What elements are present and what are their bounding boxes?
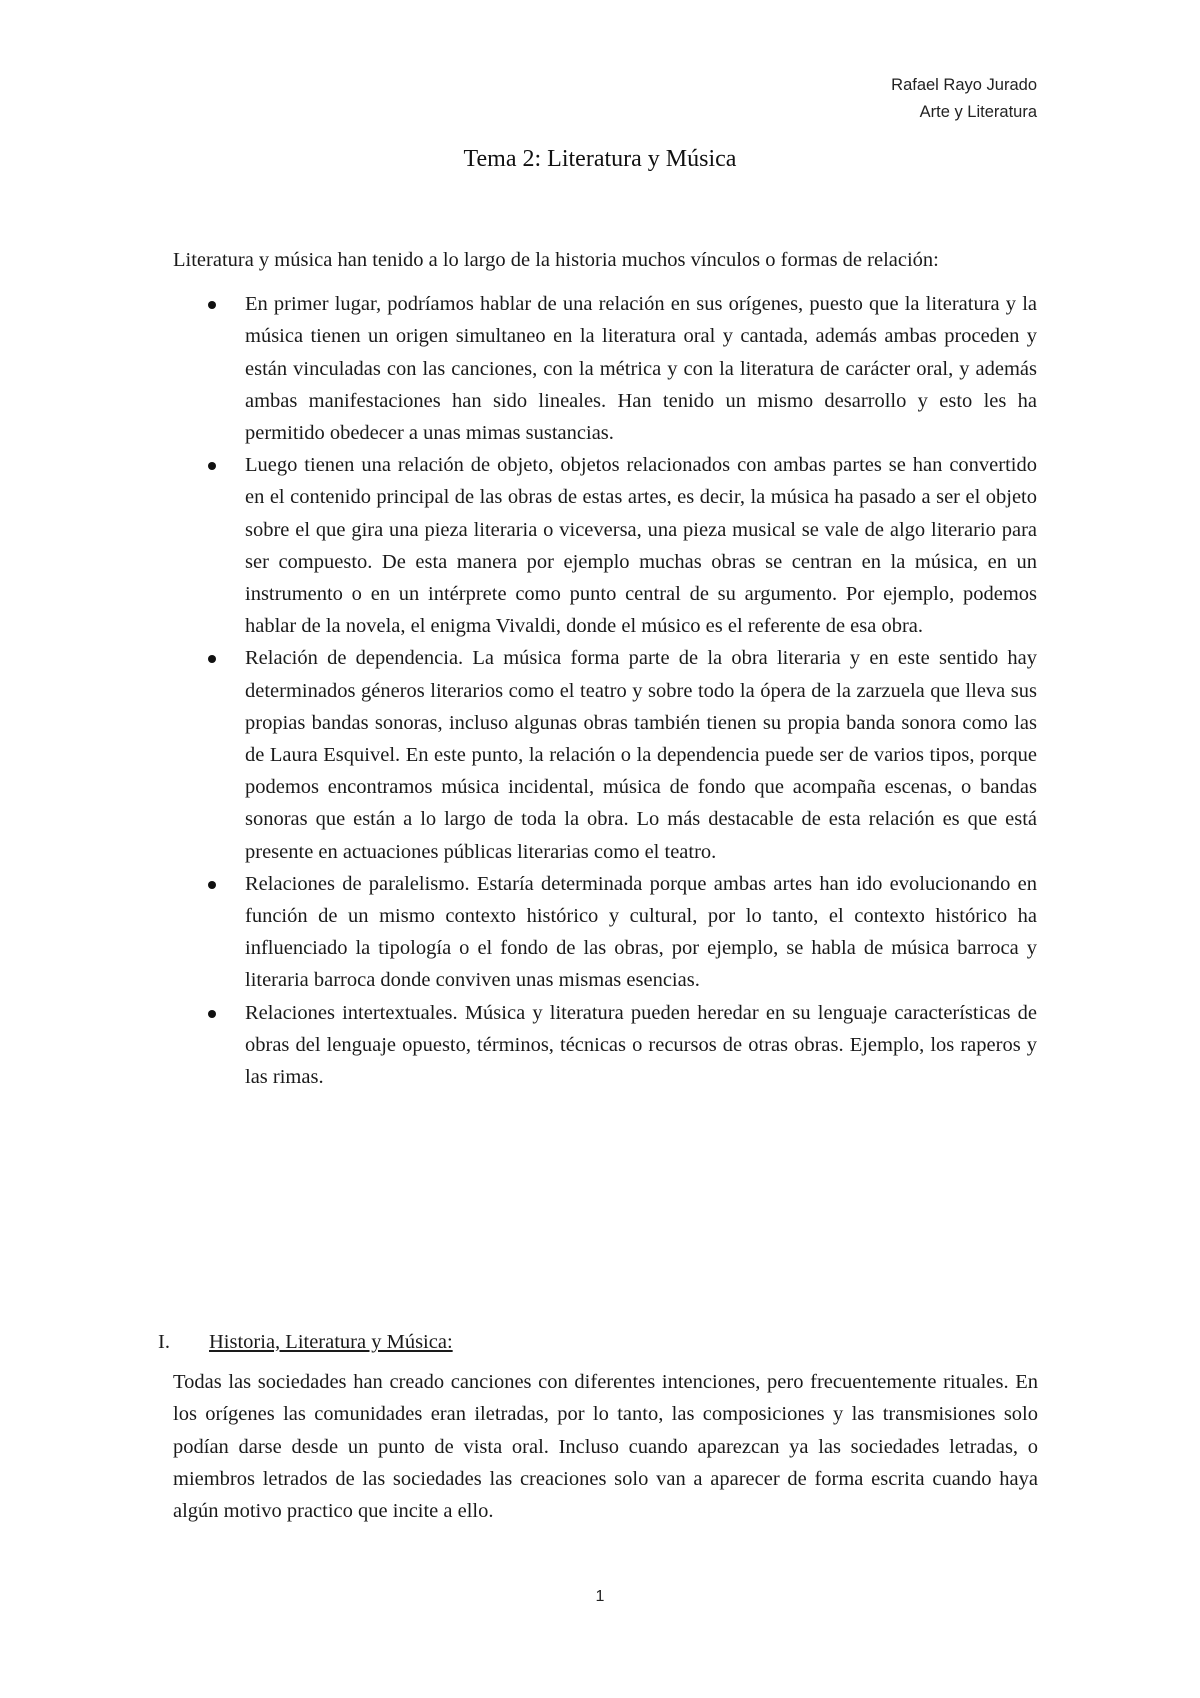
header-author: Rafael Rayo Jurado: [891, 76, 1037, 94]
list-item: [173, 997, 1037, 1094]
list-item-text: Luego tienen una relación de objeto, objetos relacionados con ambas partes se han convertido en el contenido principal de las obras de estas artes, es decir, la música ha pasado a ser el objeto sobre el que gira una pieza literaria o viceversa, una pieza musical se vale de algo literario para ser compuesto. De esta manera por ejemplo muchas obras se centran en la música, en un instrumento o en un intérprete como punto central de su argumento. Por ejemplo, podemos hablar de la novela, el enigma Vivaldi, donde el músico es el referente de esa obra.: [245, 454, 1037, 638]
section-title: Historia, Literatura y Música:: [209, 1331, 453, 1353]
list-item-text: Relaciones intertextuales. Música y literatura pueden heredar en su lenguaje características de obras del lenguaje opuesto, términos, técnicas o recursos de otras obras. Ejemplo, los raperos y las rimas.: [245, 1001, 1037, 1089]
bullet-icon: [208, 1010, 216, 1018]
list-item: [173, 642, 1037, 867]
bullet-icon: [208, 655, 216, 663]
list-item: [173, 868, 1037, 997]
header-subject: Arte y Literatura: [919, 103, 1037, 121]
list-item: [173, 449, 1037, 642]
bullet-icon: [208, 881, 216, 889]
bullet-icon: [208, 301, 216, 309]
section-paragraph: Todas las sociedades han creado canciones con diferentes intenciones, pero frecuentemente rituales. En los orígenes las comunidades eran iletradas, por lo tanto, las composiciones y las transmisiones solo podían darse desde un punto de vista oral. Incluso cuando aparezcan ya las sociedades letradas, o miembros letrados de las sociedades las creaciones solo van a aparecer de forma escrita cuando haya algún motivo practico que incite a ello.: [173, 1371, 1038, 1523]
list-item-text: En primer lugar, podríamos hablar de una relación en sus orígenes, puesto que la literatura y la música tienen un origen simultaneo en la literatura oral y cantada, además ambas proceden y están vinculadas con las canciones, con la métrica y con la literatura de carácter oral, y además ambas manifestaciones han sido lineales. Han tenido un mismo desarrollo y esto les ha permitido obedecer a unas mimas sustancias.: [245, 293, 1037, 445]
list-item-text: Relación de dependencia. La música forma parte de la obra literaria y en este sentido hay determinados géneros literarios como el teatro y sobre todo la ópera de la zarzuela que lleva sus propias bandas sonoras, incluso algunas obras también tienen su propia banda sonora como las de Laura Esquivel. En este punto, la relación o la dependencia puede ser de varios tipos, porque podemos encontramos música incidental, música de fondo que acompaña escenas, o bandas sonoras que están a lo largo de toda la obra. Lo más destacable de esta relación es que está presente en actuaciones públicas literarias como el teatro.: [245, 647, 1037, 863]
relations-list: [173, 288, 1037, 1093]
intro-paragraph: Literatura y música han tenido a lo largo de la historia muchos vínculos o formas de relación:: [173, 249, 939, 271]
bullet-icon: [208, 462, 216, 470]
page-number: 1: [595, 1588, 605, 1605]
list-item: [173, 288, 1037, 449]
page-header: [891, 72, 1037, 126]
section-number: I.: [158, 1331, 170, 1353]
document-title: Tema 2: Literatura y Música: [463, 146, 737, 172]
document-body: [173, 244, 1037, 1093]
list-item-text: Relaciones de paralelismo. Estaría determinada porque ambas artes han ido evolucionando en función de un mismo contexto histórico y cultural, por lo tanto, el contexto histórico ha influenciado la tipología o el fondo de las obras, por ejemplo, se habla de música barroca y literaria barroca donde conviven unas mismas esencias.: [245, 872, 1037, 992]
section-heading: [158, 1326, 1038, 1358]
section-history: [158, 1326, 1038, 1527]
